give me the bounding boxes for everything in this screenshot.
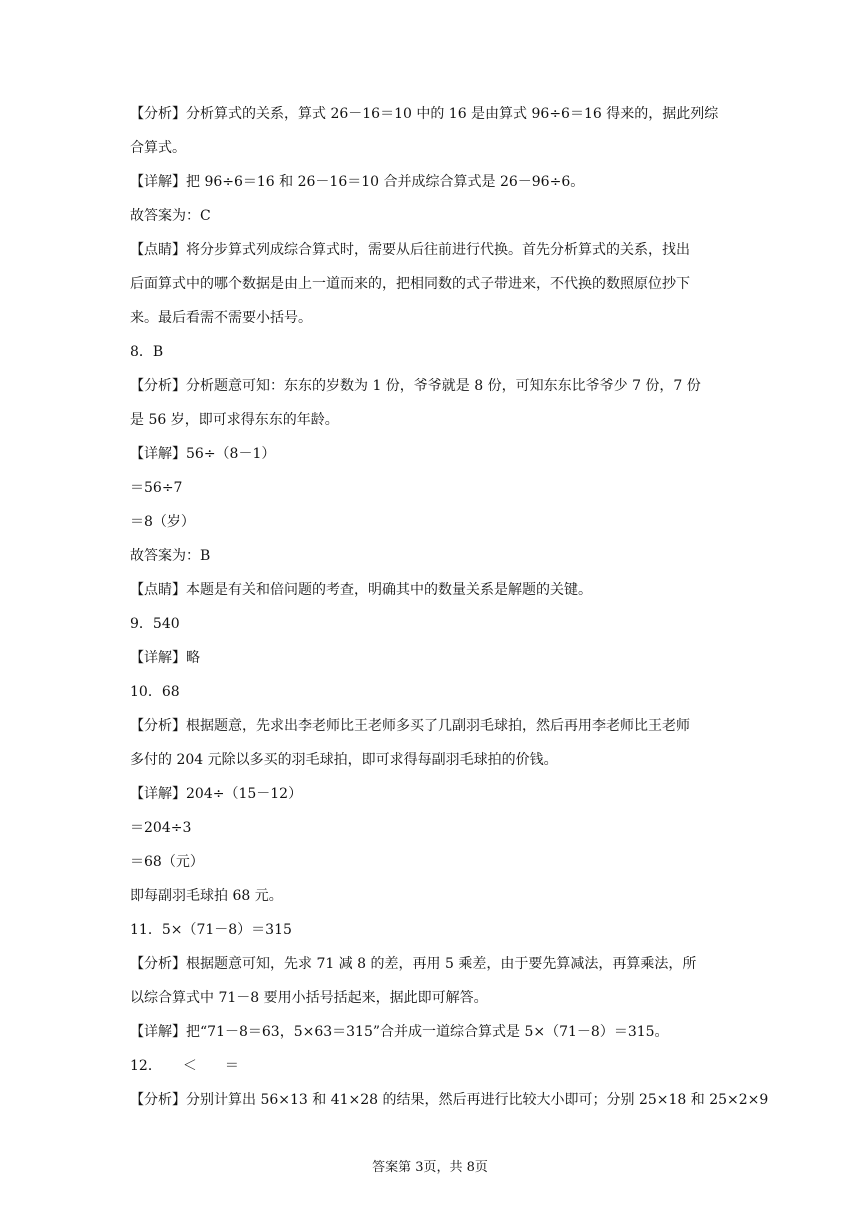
question-number: 11．5×（71－8）＝315 [130, 922, 292, 938]
text-line: 【详解】把 96÷6＝16 和 26－16＝10 合并成综合算式是 26－96÷6。 [130, 174, 585, 190]
text-line: 【详解】把“71－8＝63，5×63＝315”合并成一道综合算式是 5×（71－8）＝315。 [130, 1024, 669, 1040]
question-number: 9．540 [130, 616, 180, 632]
text-line: 后面算式中的哪个数据是由上一道而来的，把相同数的式子带进来，不代换的数照原位抄下 [130, 276, 690, 292]
text-line: 【点睛】本题是有关和倍问题的考查，明确其中的数量关系是解题的关键。 [130, 582, 592, 598]
text-line: 【分析】根据题意，先求出李老师比王老师多买了几副羽毛球拍，然后再用李老师比王老师 [130, 718, 690, 734]
text-line: 以综合算式中 71－8 要用小括号括起来，据此即可解答。 [130, 990, 488, 1006]
question-number: 8．B [130, 344, 164, 360]
text-line: 故答案为：B [130, 548, 211, 564]
answer-content [130, 106, 769, 1109]
text-line: 故答案为：C [130, 208, 211, 224]
text-line: ＝68（元） [130, 854, 204, 870]
text-line: 多付的 204 元除以多买的羽毛球拍，即可求得每副羽毛球拍的价钱。 [130, 752, 558, 768]
text-line: ＝204÷3 [130, 820, 192, 836]
text-line: 【详解】204÷（15－12） [130, 786, 303, 802]
text-line: 【详解】56÷（8－1） [130, 446, 276, 462]
text-line: 【详解】略 [130, 650, 200, 666]
text-line: 即每副羽毛球拍 68 元。 [130, 888, 283, 904]
text-line: 【分析】分别计算出 56×13 和 41×28 的结果，然后再进行比较大小即可；分别 25×18 和 25×2×9 [130, 1092, 769, 1108]
text-line: 【分析】分析算式的关系，算式 26－16＝10 中的 16 是由算式 96÷6＝16 得来的，据此列综 [130, 106, 719, 122]
text-line: 【分析】根据题意可知，先求 71 减 8 的差，再用 5 乘差，由于要先算减法，再算乘法，所 [130, 956, 697, 972]
question-number: 10．68 [130, 684, 180, 700]
page-footer: 答案第 3页，共 8页 [372, 1160, 488, 1175]
text-line: 【点睛】将分步算式列成综合算式时，需要从后往前进行代换。首先分析算式的关系，找出 [130, 242, 690, 258]
text-line: 合算式。 [130, 140, 186, 156]
text-line: ＝8（岁） [130, 514, 195, 530]
text-line: 是 56 岁，即可求得东东的年龄。 [130, 412, 339, 428]
text-line: ＝56÷7 [130, 480, 183, 496]
text-line: 【分析】分析题意可知：东东的岁数为 1 份，爷爷就是 8 份，可知东东比爷爷少 7 份，7 份 [130, 378, 701, 394]
question-number: 12． ＜ ＝ [130, 1058, 239, 1074]
text-line: 来。最后看需不需要小括号。 [130, 310, 312, 326]
